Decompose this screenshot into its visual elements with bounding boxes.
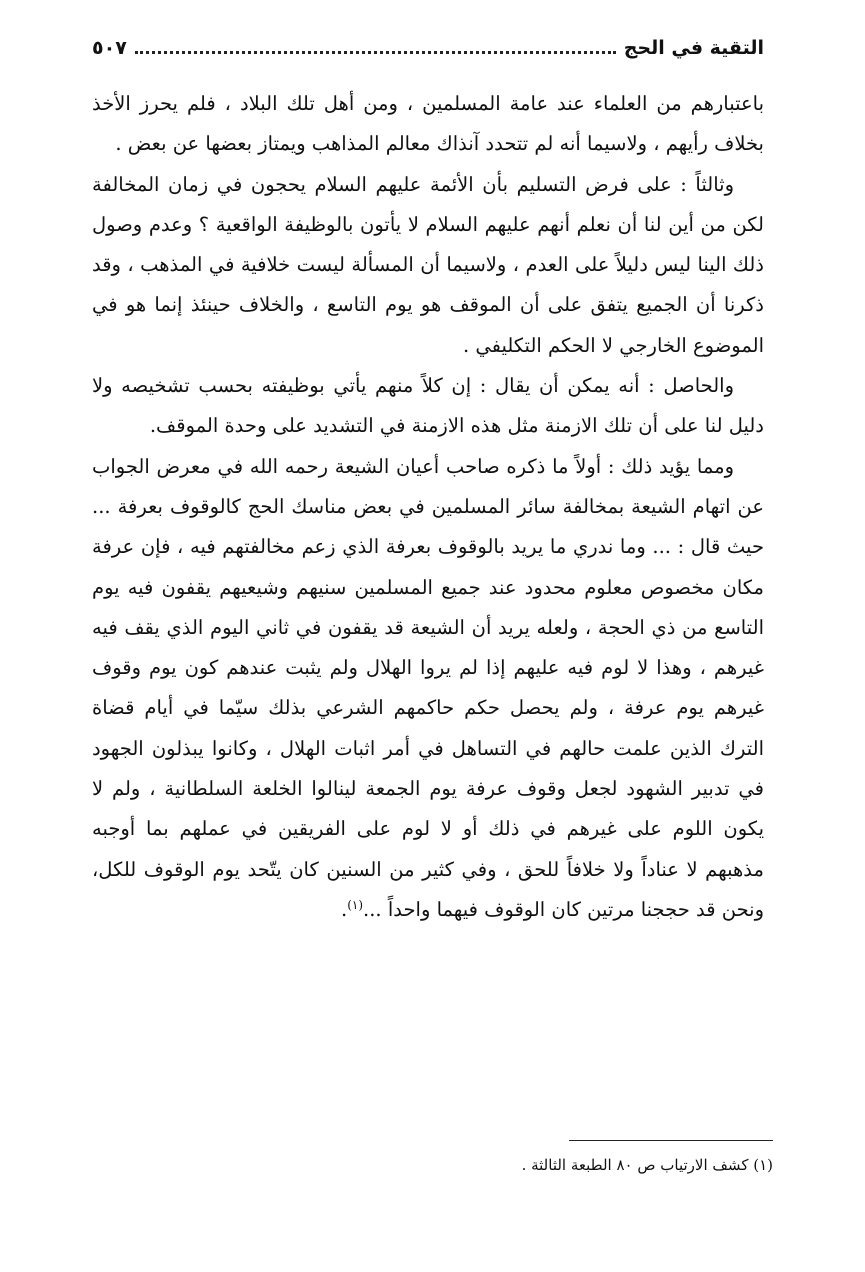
- paragraph: [92, 447, 764, 933]
- running-title: التقية في الحج: [623, 37, 764, 59]
- main-text: [92, 84, 764, 932]
- dotted-leader: [135, 51, 616, 54]
- footnote: (١) كشف الارتياب ص ٨٠ الطبعة الثالثة .: [521, 1156, 773, 1174]
- paragraph: باعتبارهم من العلماء عند عامة المسلمين ، ومن أهل تلك البلاد ، فلم يحرز الأخذ بخلاف رأيهم ، ولاسيما أنه لم تتحدد آنذاك معالم المذاهب ويمتاز بعضها عن بعض .: [92, 92, 764, 156]
- page-header: [92, 30, 764, 66]
- footnote-divider: [569, 1140, 773, 1141]
- page-number: ٥٠٧: [92, 37, 127, 59]
- paragraph-text: ومما يؤيد ذلك : أولاً ما ذكره صاحب أعيان الشيعة رحمه الله في معرض الجواب عن اتهام الشيعة بمخالفة سائر المسلمين في بعض مناسك الحج كالوقوف بعرفة ... حيث قال : ... وما ندري ما يريد بالوقوف بعرفة الذي زعم مخالفتهم فيه ، فإن عرفة مكان مخصوص معلوم محدود عند جميع المسلمين سنيهم وشيعيهم يقفون فيه يوم التاسع من ذي الحجة ، ولعله يريد أن الشيعة قد يقفون في ثاني اليوم الذي يقف فيه غيرهم ، وهذا لا لوم فيه عليهم إذا لم يروا الهلال ولم يثبت عندهم كون يوم وقوف غيرهم يوم عرفة ، ولم يحصل حكم حاكمهم الشرعي بذلك سيّما في أيام قضاة الترك الذين علمت حالهم في التساهل في أمر اثبات الهلال ، وكانوا يبذلون الجهود في تدبير الشهود لجعل وقوف عرفة يوم الجمعة لينالوا الخلعة السلطانية ، ولم لا يكون اللوم على غيرهم في ذلك أو لا لوم على الفريقين في عملهم بما أوجبه مذهبهم لا عناداً ولا خلافاً للحق ، وفي كثير من السنين كان يتّحد يوم الوقوف للكل، ونحن قد حججنا مرتين كان الوقوف فيهما واحداً ...: [92, 454, 764, 921]
- paragraph: وثالثاً : على فرض التسليم بأن الأئمة عليهم السلام يحجون في زمان المخالفة لكن من أين لنا أن نعلم أنهم عليهم السلام لا يأتون بالوظيفة الواقعية ؟ وعدم وصول ذلك الينا ليس دليلاً على العدم ، ولاسيما أن المسألة ليست خلافية في المذهب ، وقد ذكرنا أن الجميع يتفق على أن الموقف هو يوم التاسع ، والخلاف حينئذ إنما هو في الموضوع الخارجي لا الحكم التكليفي .: [92, 172, 764, 357]
- footnote-marker: (١): [347, 897, 364, 912]
- paragraph-end: .: [341, 897, 348, 921]
- paragraph: والحاصل : أنه يمكن أن يقال : إن كلاً منهم يأتي بوظيفته بحسب تشخيصه ولا دليل لنا على أن تلك الازمنة مثل هذه الازمنة في التشديد على وحدة الموقف.: [92, 374, 764, 438]
